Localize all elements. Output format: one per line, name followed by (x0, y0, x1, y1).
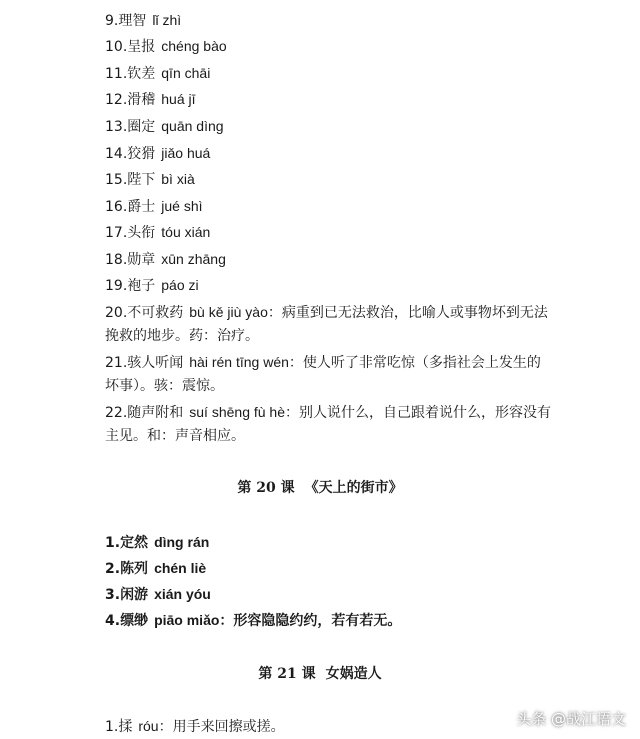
vocab-item: 10.呈报 chéng bào (105, 38, 227, 55)
lesson-21-heading: 第 21 课 女娲造人 (258, 666, 382, 682)
vocab-item: 12.滑稽 huá jī (105, 91, 196, 108)
vocab-item: 17.头衔 tóu xián (105, 224, 211, 241)
vocab-item: 4.缥缈 piāo miǎo：形容隐隐约约，若有若无。 (105, 612, 402, 629)
vocab-item: 14.狡猾 jiǎo huá (105, 145, 211, 162)
idiom-definition-continued: 主见。和：声音相应。 (105, 428, 245, 444)
vocab-item: 2.陈列 chén liè (105, 560, 207, 577)
vocab-item: 13.圈定 quān dìng (105, 118, 224, 135)
idiom-item: 20.不可救药 bù kě jiù yào：病重到已无法救治，比喻人或事物坏到无法 (105, 304, 548, 321)
idiom-item: 22.随声附和 suí shēng fù hè：别人说什么，自己跟着说什么，形容没有 (105, 404, 552, 421)
idiom-definition-continued: 挽救的地步。药：治疗。 (105, 328, 259, 344)
lesson-20-heading: 第 20 课 《天上的街市》 (237, 480, 403, 496)
watermark: 头条 @战江语文 (516, 709, 626, 728)
vocab-item: 1.定然 dìng rán (105, 534, 210, 551)
vocab-item: 3.闲游 xián yóu (105, 586, 211, 603)
vocab-item: 19.袍子 páo zi (105, 277, 199, 294)
vocab-item: 1.揉 róu：用手来回擦或搓。 (105, 718, 285, 735)
vocab-item: 18.勋章 xūn zhāng (105, 251, 226, 268)
idiom-definition-continued: 坏事）。骇：震惊。 (105, 378, 224, 394)
vocab-item: 15.陛下 bì xià (105, 171, 195, 188)
vocab-item: 16.爵士 jué shì (105, 198, 203, 215)
idiom-item: 21.骇人听闻 hài rén tīng wén：使人听了非常吃惊（多指社会上发生的 (105, 354, 541, 371)
vocab-item: 9.理智 lǐ zhì (105, 12, 182, 29)
vocab-item: 11.钦差 qīn chāi (105, 65, 211, 82)
